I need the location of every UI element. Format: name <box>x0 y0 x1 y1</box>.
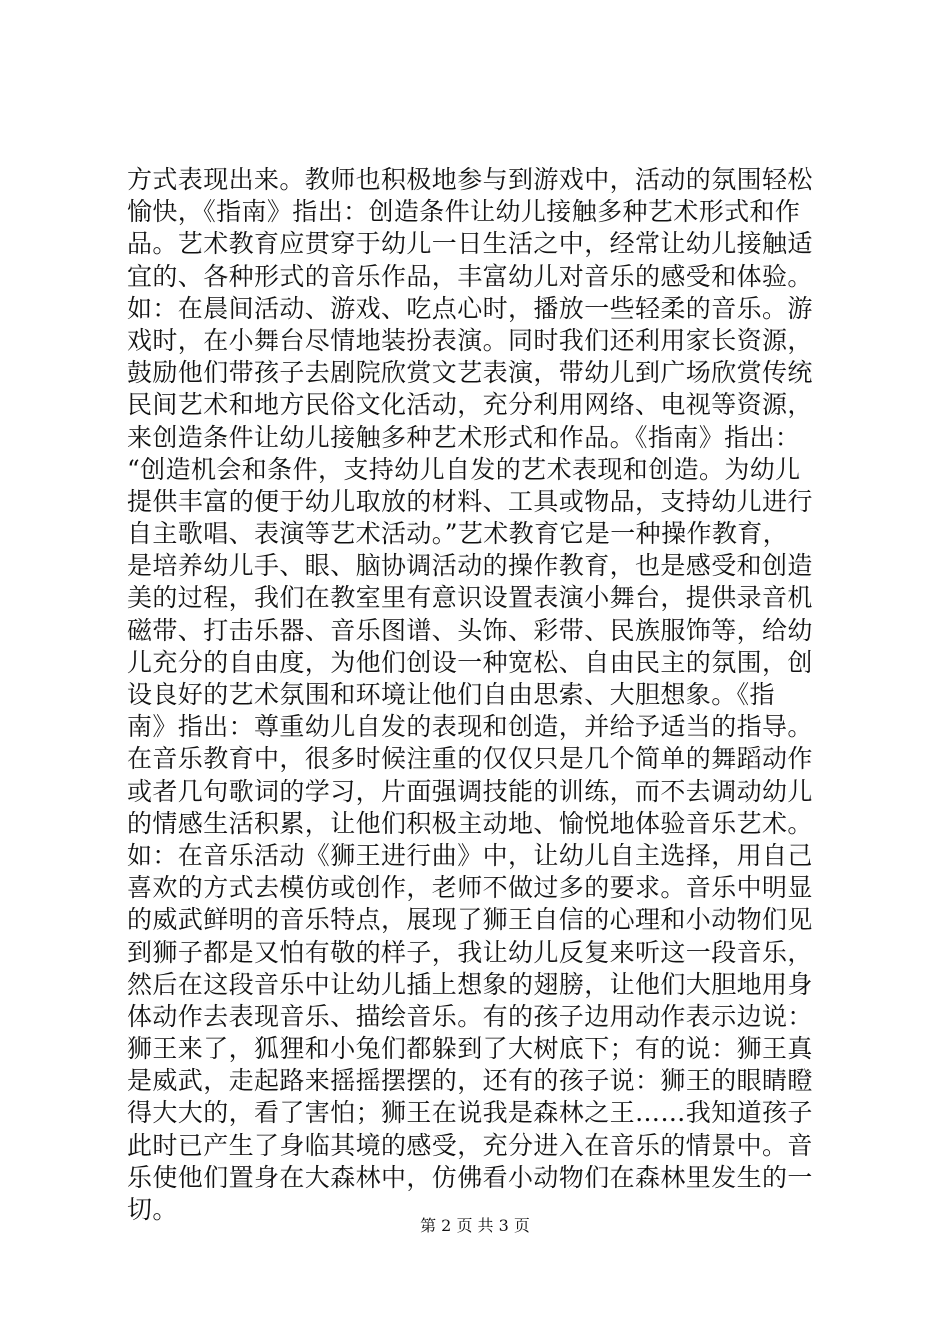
text-line: 美的过程，我们在教室里有意识设置表演小舞台，提供录音机 <box>127 583 813 613</box>
text-line: 或者几句歌词的学习，片面强调技能的训练，而不去调动幼儿 <box>127 776 813 806</box>
text-line: 愉快，《指南》指出：创造条件让幼儿接触多种艺术形式和作 <box>127 197 801 227</box>
text-line: 得大大的，看了害怕；狮王在说我是森林之王……我知道孩子 <box>127 1098 813 1128</box>
text-line: 如：在音乐活动《狮王进行曲》中，让幼儿自主选择，用自己 <box>127 840 813 870</box>
text-line: 到狮子都是又怕有敬的样子，我让幼儿反复来听这一段音乐， <box>127 937 813 967</box>
text-line: 品。艺术教育应贯穿于幼儿一日生活之中，经常让幼儿接触适 <box>127 229 813 259</box>
text-line: 宜的、各种形式的音乐作品，丰富幼儿对音乐的感受和体验。 <box>127 261 813 291</box>
text-line: 的威武鲜明的音乐特点，展现了狮王自信的心理和小动物们见 <box>127 905 813 935</box>
text-line: 方式表现出来。教师也积极地参与到游戏中，活动的氛围轻松 <box>127 165 813 194</box>
text-line: 喜欢的方式去模仿或创作，老师不做过多的要求。音乐中明显 <box>127 873 813 903</box>
body-text <box>127 164 827 1226</box>
text-line: 自主歌唱、表演等艺术活动。”艺术教育它是一种操作教育， <box>127 519 789 549</box>
text-line: 狮王来了，狐狸和小兔们都躲到了大树底下；有的说：狮王真 <box>127 1034 813 1064</box>
text-line: 是威武，走起路来摇摇摆摆的，还有的孩子说：狮王的眼睛瞪 <box>127 1066 813 1096</box>
text-line: 南》指出：尊重幼儿自发的表现和创造，并给予适当的指导。 <box>127 712 813 742</box>
text-line: 乐使他们置身在大森林中，仿佛看小动物们在森林里发生的一 <box>127 1162 813 1192</box>
text-line: 设良好的艺术氛围和环境让他们自由思索、大胆想象。《指 <box>127 680 775 709</box>
text-line: 此时已产生了身临其境的感受，充分进入在音乐的情景中。音 <box>127 1130 813 1160</box>
text-line: 在音乐教育中，很多时候注重的仅仅只是几个简单的舞蹈动作 <box>127 744 813 774</box>
text-line: “创造机会和条件，支持幼儿自发的艺术表现和创造。为幼儿 <box>127 454 801 484</box>
text-line: 提供丰富的便于幼儿取放的材料、工具或物品，支持幼儿进行 <box>127 486 813 516</box>
text-line: 来创造条件让幼儿接触多种艺术形式和作品。《指南》指出： <box>127 422 801 452</box>
text-line: 如：在晨间活动、游戏、吃点心时，播放一些轻柔的音乐。游 <box>127 293 813 323</box>
text-line: 切。 <box>127 1195 178 1224</box>
text-line: 的情感生活积累，让他们积极主动地、愉悦地体验音乐艺术。 <box>127 808 813 838</box>
text-line: 儿充分的自由度，为他们创设一种宽松、自由民主的氛围，创 <box>127 647 813 677</box>
text-line: 磁带、打击乐器、音乐图谱、头饰、彩带、民族服饰等，给幼 <box>127 615 813 645</box>
page-number-footer: 第 2 页 共 3 页 <box>420 1216 530 1235</box>
text-line: 鼓励他们带孩子去剧院欣赏文艺表演，带幼儿到广场欣赏传统 <box>127 358 813 388</box>
text-line: 是培养幼儿手、眼、脑协调活动的操作教育，也是感受和创造 <box>127 551 813 581</box>
text-line: 然后在这段音乐中让幼儿插上想象的翅膀，让他们大胆地用身 <box>127 969 813 999</box>
text-line: 戏时，在小舞台尽情地装扮表演。同时我们还利用家长资源， <box>127 325 813 355</box>
text-line: 民间艺术和地方民俗文化活动，充分利用网络、电视等资源， <box>127 390 813 420</box>
text-line: 体动作去表现音乐、描绘音乐。有的孩子边用动作表示边说： <box>127 1001 813 1031</box>
